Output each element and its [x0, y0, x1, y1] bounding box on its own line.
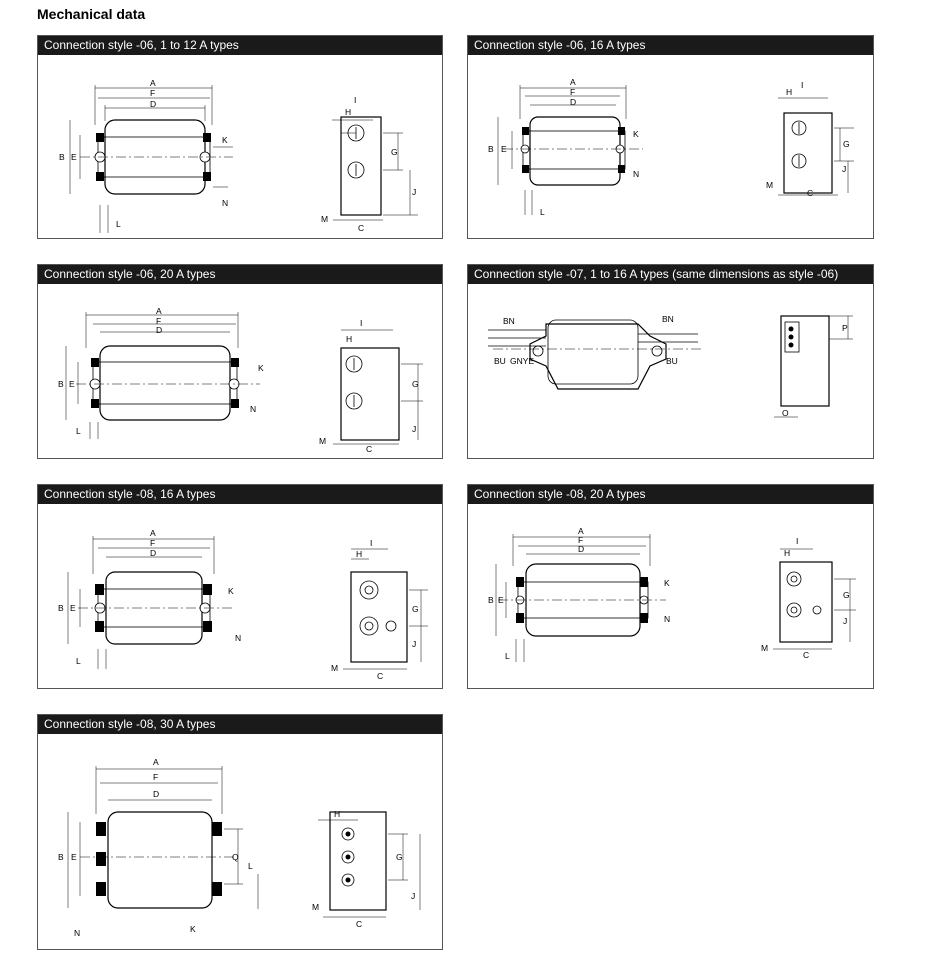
- dim-label-C: C: [377, 671, 384, 681]
- dim-label-B: B: [488, 144, 494, 154]
- dim-label-G: G: [843, 590, 850, 600]
- dim-label-L: L: [76, 656, 81, 666]
- dim-label-F: F: [570, 87, 576, 97]
- dim-label-E: E: [71, 852, 77, 862]
- panel-style-08-16a: [37, 484, 443, 689]
- dim-label-B: B: [58, 603, 64, 613]
- dim-label-B: B: [58, 379, 64, 389]
- wire-label-gnye: GNYE: [510, 356, 535, 366]
- panel-title: Connection style -08, 20 A types: [468, 485, 873, 504]
- panel-style-06-1-12a: [37, 35, 443, 239]
- filter-body: [108, 812, 212, 908]
- dim-label-C: C: [803, 650, 810, 660]
- dim-label-C: C: [358, 223, 365, 233]
- dim-label-A: A: [153, 757, 159, 767]
- panel-title: Connection style -08, 30 A types: [38, 715, 442, 734]
- dim-label-C: C: [356, 919, 363, 929]
- drawing-style-06-16a: [468, 55, 873, 238]
- side-view: [351, 572, 407, 662]
- dim-label-K: K: [228, 586, 234, 596]
- dim-label-G: G: [412, 379, 419, 389]
- dim-label-E: E: [71, 152, 77, 162]
- dim-label-C: C: [807, 188, 814, 198]
- dim-label-E: E: [501, 144, 507, 154]
- dim-label-D: D: [150, 99, 157, 109]
- dim-label-M: M: [331, 663, 339, 673]
- dim-label-B: B: [58, 852, 64, 862]
- dim-label-H: H: [356, 549, 363, 559]
- panel-title: Connection style -07, 1 to 16 A types (same dimensions as style -06): [468, 265, 873, 284]
- dim-label-J: J: [412, 424, 417, 434]
- dim-label-M: M: [761, 643, 769, 653]
- dim-label-D: D: [570, 97, 577, 107]
- drawing-style-08-30a: [38, 734, 442, 949]
- dim-label-H: H: [346, 334, 353, 344]
- panel-style-08-30a: [37, 714, 443, 950]
- dim-label-F: F: [156, 316, 162, 326]
- dim-label-N: N: [633, 169, 640, 179]
- dim-label-F: F: [578, 535, 584, 545]
- wire-label-bn-left: BN: [503, 316, 515, 326]
- dim-label-H: H: [345, 107, 352, 117]
- dim-label-N: N: [250, 404, 257, 414]
- panel-style-06-20a: [37, 264, 443, 459]
- dim-label-M: M: [319, 436, 327, 446]
- side-view: [780, 562, 832, 642]
- dim-label-O: O: [782, 408, 789, 418]
- dim-label-A: A: [150, 528, 156, 538]
- dim-label-D: D: [153, 789, 160, 799]
- dim-label-A: A: [156, 306, 162, 316]
- panel-title: Connection style -06, 16 A types: [468, 36, 873, 55]
- dim-label-H: H: [334, 809, 341, 819]
- dim-label-D: D: [578, 544, 585, 554]
- dim-label-L: L: [116, 219, 121, 229]
- dim-label-C: C: [366, 444, 373, 454]
- dim-label-N: N: [74, 928, 81, 938]
- dim-label-J: J: [843, 616, 848, 626]
- panel-title: Connection style -06, 20 A types: [38, 265, 442, 284]
- dim-label-A: A: [150, 78, 156, 88]
- dim-label-F: F: [153, 772, 159, 782]
- dim-label-L: L: [505, 651, 510, 661]
- dim-label-N: N: [235, 633, 242, 643]
- dim-label-P: P: [842, 323, 848, 333]
- dim-label-D: D: [156, 325, 163, 335]
- panel-style-08-20a: [467, 484, 874, 689]
- dim-label-I: I: [801, 80, 804, 90]
- dim-label-J: J: [411, 891, 416, 901]
- filter-body: [530, 117, 620, 185]
- dim-label-M: M: [766, 180, 774, 190]
- dim-label-J: J: [412, 639, 417, 649]
- dim-label-I: I: [796, 536, 799, 546]
- dim-label-M: M: [321, 214, 329, 224]
- drawing-style-07-1-16a: [468, 284, 873, 458]
- wire-label-bu-right: BU: [666, 356, 678, 366]
- dim-label-D: D: [150, 548, 157, 558]
- dim-label-K: K: [633, 129, 639, 139]
- side-view: [781, 316, 829, 406]
- panel-style-06-16a: [467, 35, 874, 239]
- panel-style-07-1-16a: [467, 264, 874, 459]
- filter-body: [100, 346, 230, 420]
- dim-label-Q: Q: [232, 852, 239, 862]
- dim-label-K: K: [222, 135, 228, 145]
- dim-label-F: F: [150, 88, 156, 98]
- drawing-style-06-20a: [38, 284, 442, 458]
- side-view: [784, 113, 832, 193]
- dim-label-B: B: [488, 595, 494, 605]
- dim-label-K: K: [664, 578, 670, 588]
- dim-label-G: G: [396, 852, 403, 862]
- wire-label-bn-right: BN: [662, 314, 674, 324]
- dim-label-H: H: [784, 548, 791, 558]
- dim-label-A: A: [570, 77, 576, 87]
- panel-title: Connection style -06, 1 to 12 A types: [38, 36, 442, 55]
- dim-label-A: A: [578, 526, 584, 536]
- drawing-style-06-1-12a: [38, 55, 442, 238]
- dim-label-H: H: [786, 87, 793, 97]
- dim-label-J: J: [842, 164, 847, 174]
- side-view: [330, 812, 386, 910]
- dim-label-L: L: [248, 861, 253, 871]
- dim-label-J: J: [412, 187, 417, 197]
- dim-label-G: G: [412, 604, 419, 614]
- dim-label-K: K: [258, 363, 264, 373]
- dim-label-N: N: [222, 198, 229, 208]
- page-title: Mechanical data: [37, 6, 146, 22]
- dim-label-I: I: [354, 95, 357, 105]
- dim-label-B: B: [59, 152, 65, 162]
- drawing-style-08-16a: [38, 504, 442, 688]
- dim-label-F: F: [150, 538, 156, 548]
- panel-title: Connection style -08, 16 A types: [38, 485, 442, 504]
- dim-label-L: L: [540, 207, 545, 217]
- dim-label-E: E: [69, 379, 75, 389]
- dim-label-L: L: [76, 426, 81, 436]
- dim-label-G: G: [391, 147, 398, 157]
- drawing-style-08-20a: [468, 504, 873, 688]
- dim-label-I: I: [360, 318, 363, 328]
- dim-label-E: E: [70, 603, 76, 613]
- dim-label-G: G: [843, 139, 850, 149]
- dim-label-K: K: [190, 924, 196, 934]
- dim-label-E: E: [498, 595, 504, 605]
- dim-label-M: M: [312, 902, 320, 912]
- wire-label-bu-left: BU: [494, 356, 506, 366]
- dim-label-N: N: [664, 614, 671, 624]
- dim-label-I: I: [370, 538, 373, 548]
